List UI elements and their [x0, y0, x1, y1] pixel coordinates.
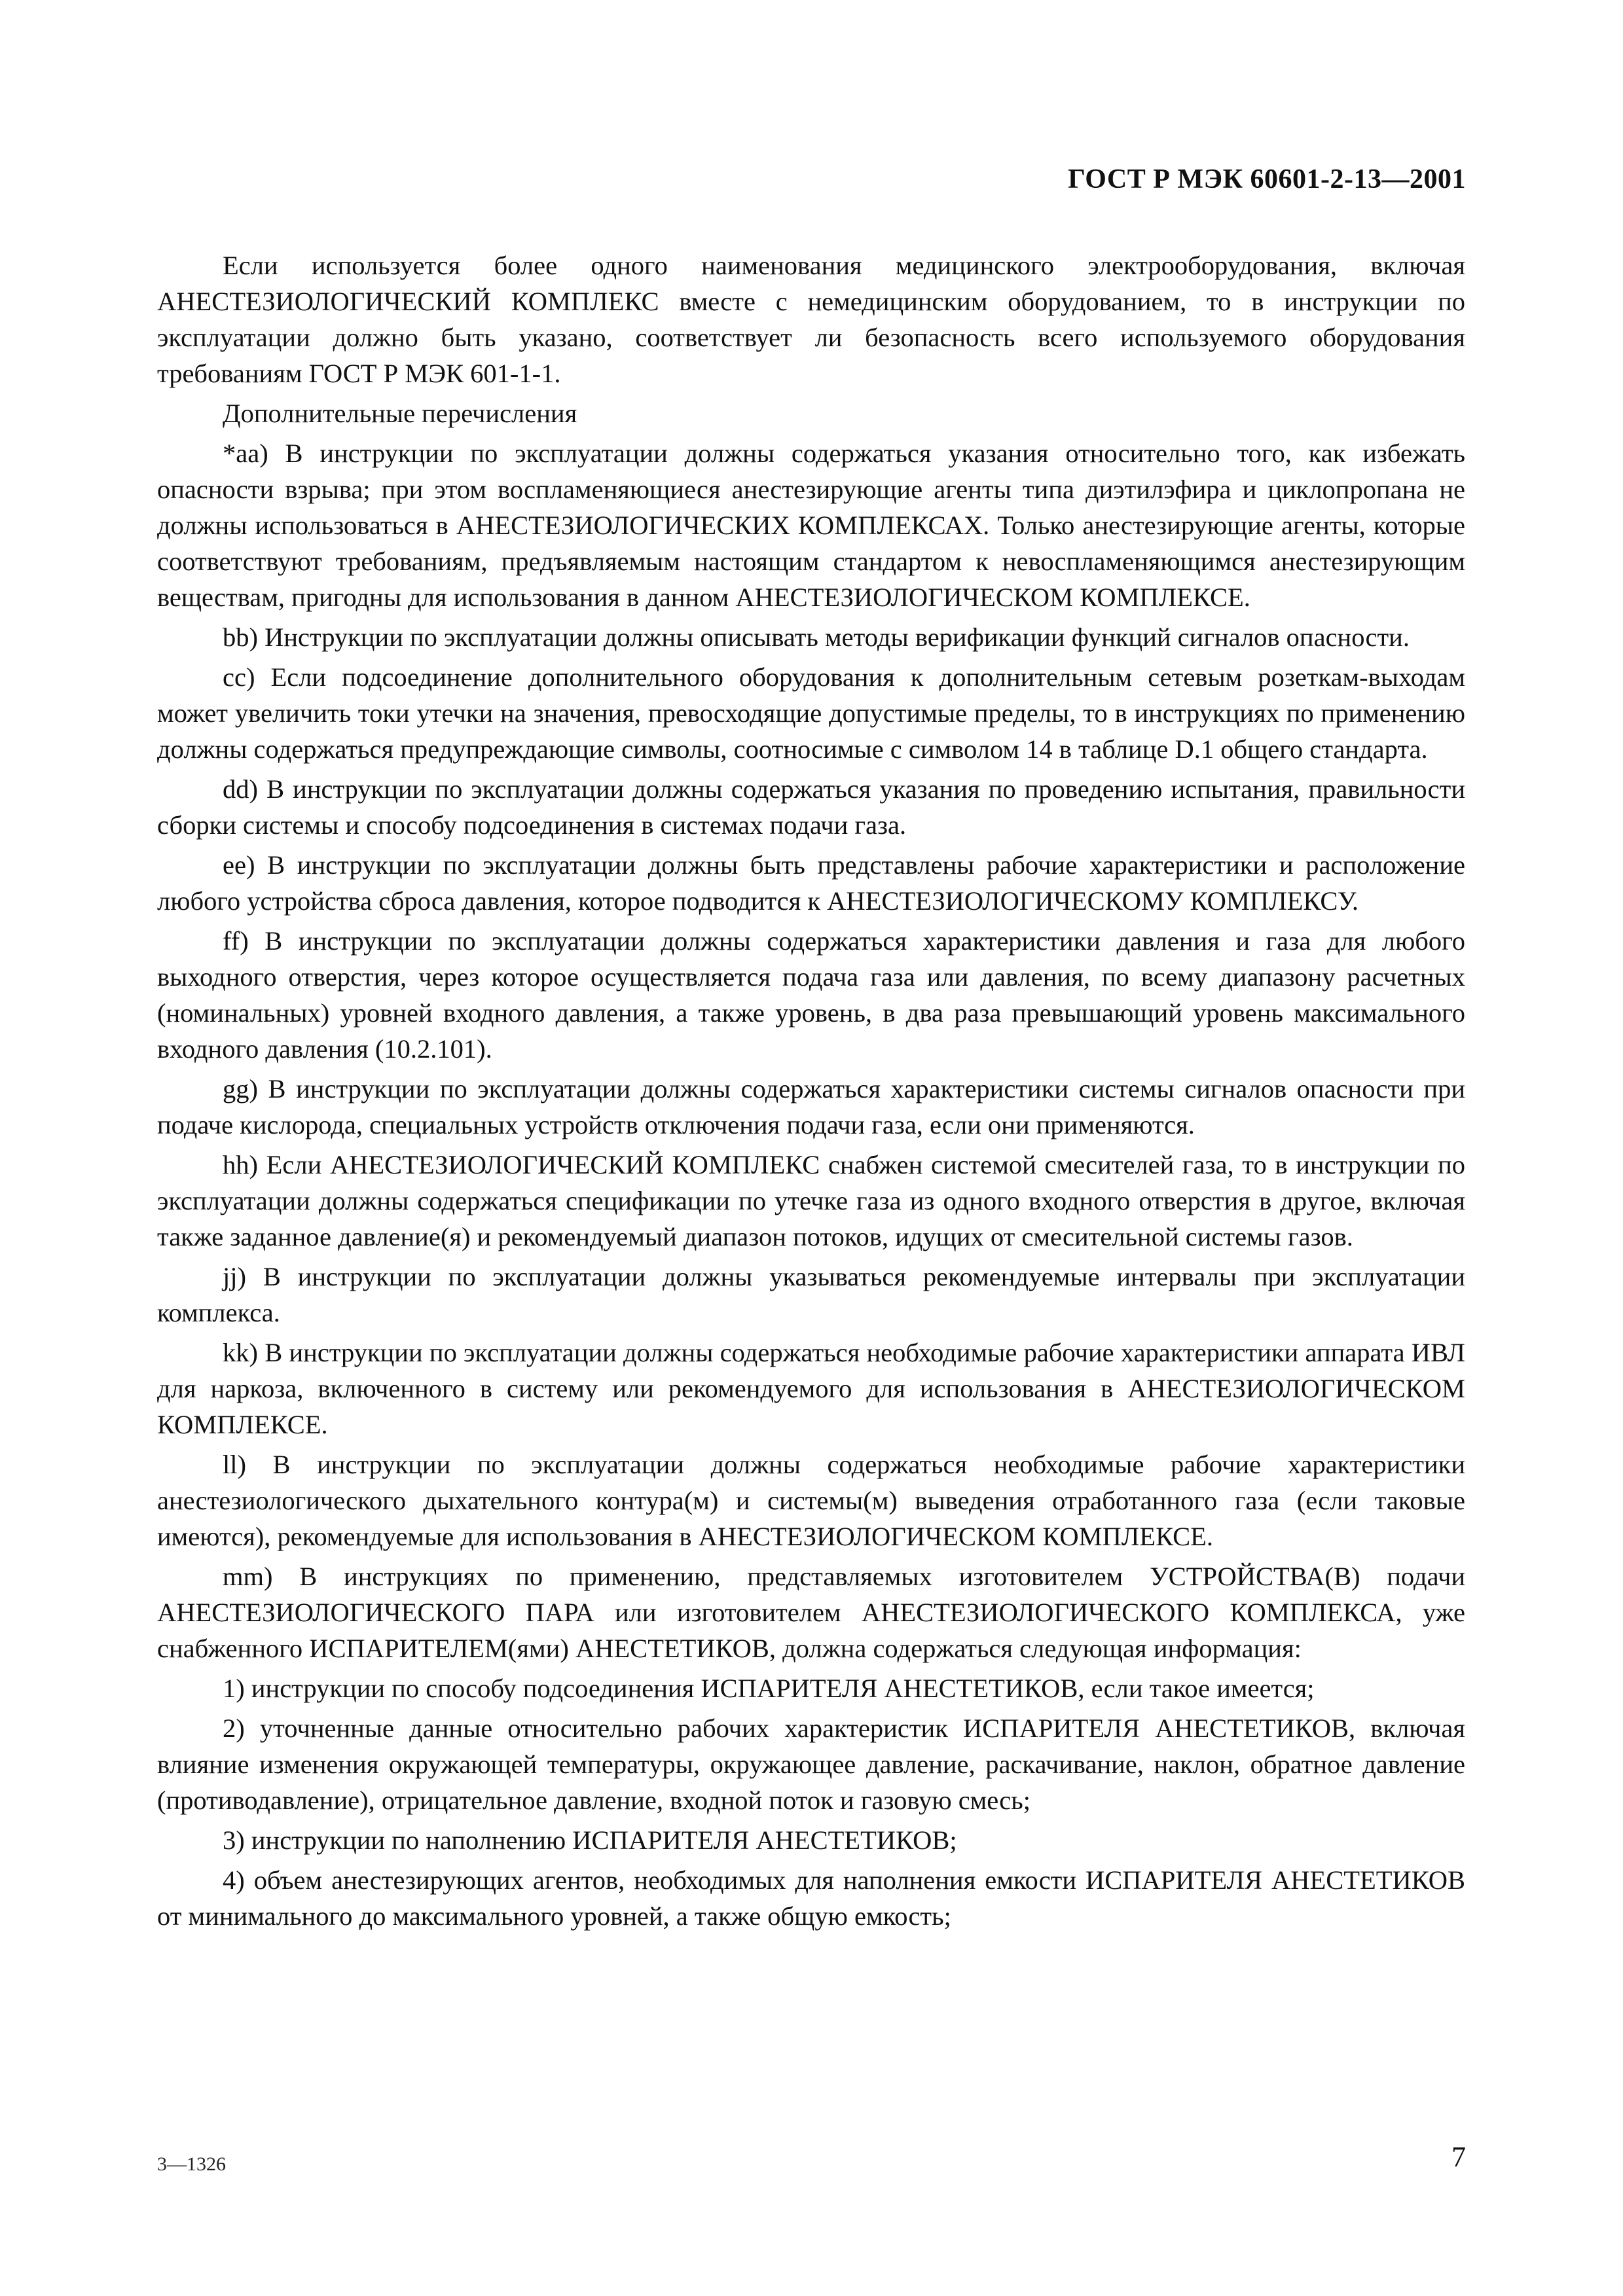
paragraph: kk) В инструкции по эксплуатации должны содержаться необходимые рабочие характеристики аппарата ИВЛ для наркоза, включенного в систему или рекомендуемого для использования в АНЕСТЕЗИОЛОГИЧЕСКОМ КОМПЛЕКСЕ. [157, 1338, 1465, 1439]
paragraph: 2) уточненные данные относительно рабочих характеристик ИСПАРИТЕЛЯ АНЕСТЕТИКОВ, включая влияние изменения окружающей температуры, окружающее давление, раскачивание, наклон, обратное давление (противодавление), отрицательное давление, входной поток и газовую смесь; [157, 1713, 1465, 1815]
paragraph: 4) объем анестезирующих агентов, необходимых для наполнения емкости ИСПАРИТЕЛЯ АНЕСТЕТИКОВ от минимального до максимального уровней, а также общую емкость; [157, 1865, 1465, 1931]
paragraph: ee) В инструкции по эксплуатации должны быть представлены рабочие характеристики и расположение любого устройства сброса давления, которое подводится к АНЕСТЕЗИОЛОГИЧЕСКОМУ КОМПЛЕКСУ. [157, 850, 1465, 916]
paragraph: dd) В инструкции по эксплуатации должны содержаться указания по проведению испытания, правильности сборки системы и способу подсоединения в системах подачи газа. [157, 774, 1465, 840]
paragraph: gg) В инструкции по эксплуатации должны содержаться характеристики системы сигналов опасности при подаче кислорода, специальных устройств отключения подачи газа, если они применяются. [157, 1074, 1465, 1139]
page-number: 7 [1451, 2141, 1466, 2173]
body-text [157, 247, 1465, 1938]
paragraph: mm) В инструкциях по применению, представляемых изготовителем УСТРОЙСТВА(В) подачи АНЕСТЕЗИОЛОГИЧЕСКОГО ПАРА или изготовителем АНЕСТЕЗИОЛОГИЧЕСКОГО КОМПЛЕКСА, уже снабженного ИСПАРИТЕЛЕМ(ями) АНЕСТЕТИКОВ, должна содержаться следующая информация: [157, 1562, 1465, 1663]
paragraph: Дополнительные перечисления [223, 399, 577, 428]
standard-header: ГОСТ Р МЭК 60601-2-13—2001 [1068, 164, 1466, 194]
paragraph: ff) В инструкции по эксплуатации должны содержаться характеристики давления и газа для любого выходного отверстия, через которое осуществляется подача газа или давления, по всему диапазону расчетных (номинальных) уровней входного давления, а также уровень, в два раза превышающий уровень максимального входного давления (10.2.101). [157, 926, 1465, 1064]
paragraph: 1) инструкции по способу подсоединения ИСПАРИТЕЛЯ АНЕСТЕТИКОВ, если такое имеется; [223, 1674, 1315, 1703]
paragraph: hh) Если АНЕСТЕЗИОЛОГИЧЕСКИЙ КОМПЛЕКС снабжен системой смесителей газа, то в инструкции по эксплуатации должны содержаться спецификации по утечке газа из одного входного отверстия в другое, включая также заданное давление(я) и рекомендуемый диапазон потоков, идущих от смесительной системы газов. [157, 1150, 1465, 1251]
print-code: 3—1326 [157, 2153, 226, 2175]
paragraph: 3) инструкции по наполнению ИСПАРИТЕЛЯ АНЕСТЕТИКОВ; [223, 1825, 957, 1855]
paragraph: *аа) В инструкции по эксплуатации должны содержаться указания относительно того, как избежать опасности взрыва; при этом воспламеняющиеся анестезирующие агенты типа диэтилэфира и циклопропана не должны использоваться в АНЕСТЕЗИОЛОГИЧЕСКИХ КОМПЛЕКСАХ. Только анестезирующие агенты, которые соответствуют требованиям, предъявляемым настоящим стандартом к невоспламеняющимся анестезирующим веществам, пригодны для использования в данном АНЕСТЕЗИОЛОГИЧЕСКОМ КОМПЛЕКСЕ. [157, 439, 1465, 612]
paragraph: jj) В инструкции по эксплуатации должны указываться рекомендуемые интервалы при эксплуатации комплекса. [157, 1262, 1465, 1327]
paragraph: Если используется более одного наименования медицинского электрооборудования, включая АНЕСТЕЗИОЛОГИЧЕСКИЙ КОМПЛЕКС вместе с немедицинским оборудованием, то в инструкции по эксплуатации должно быть указано, соответствует ли безопасность всего используемого оборудования требованиям ГОСТ Р МЭК 601-1-1. [157, 251, 1465, 388]
paragraph: bb) Инструкции по эксплуатации должны описывать методы верификации функций сигналов опасности. [223, 622, 1410, 652]
paragraph: cc) Если подсоединение дополнительного оборудования к дополнительным сетевым розеткам-выходам может увеличить токи утечки на значения, превосходящие допустимые пределы, то в инструкциях по применению должны содержаться предупреждающие символы, соотносимые с символом 14 в таблице D.1 общего стандарта. [157, 662, 1465, 764]
paragraph: ll) В инструкции по эксплуатации должны содержаться необходимые рабочие характеристики анестезиологического дыхательного контура(м) и системы(м) выведения отработанного газа (если таковые имеются), рекомендуемые для использования в АНЕСТЕЗИОЛОГИЧЕСКОМ КОМПЛЕКСЕ. [157, 1450, 1465, 1551]
